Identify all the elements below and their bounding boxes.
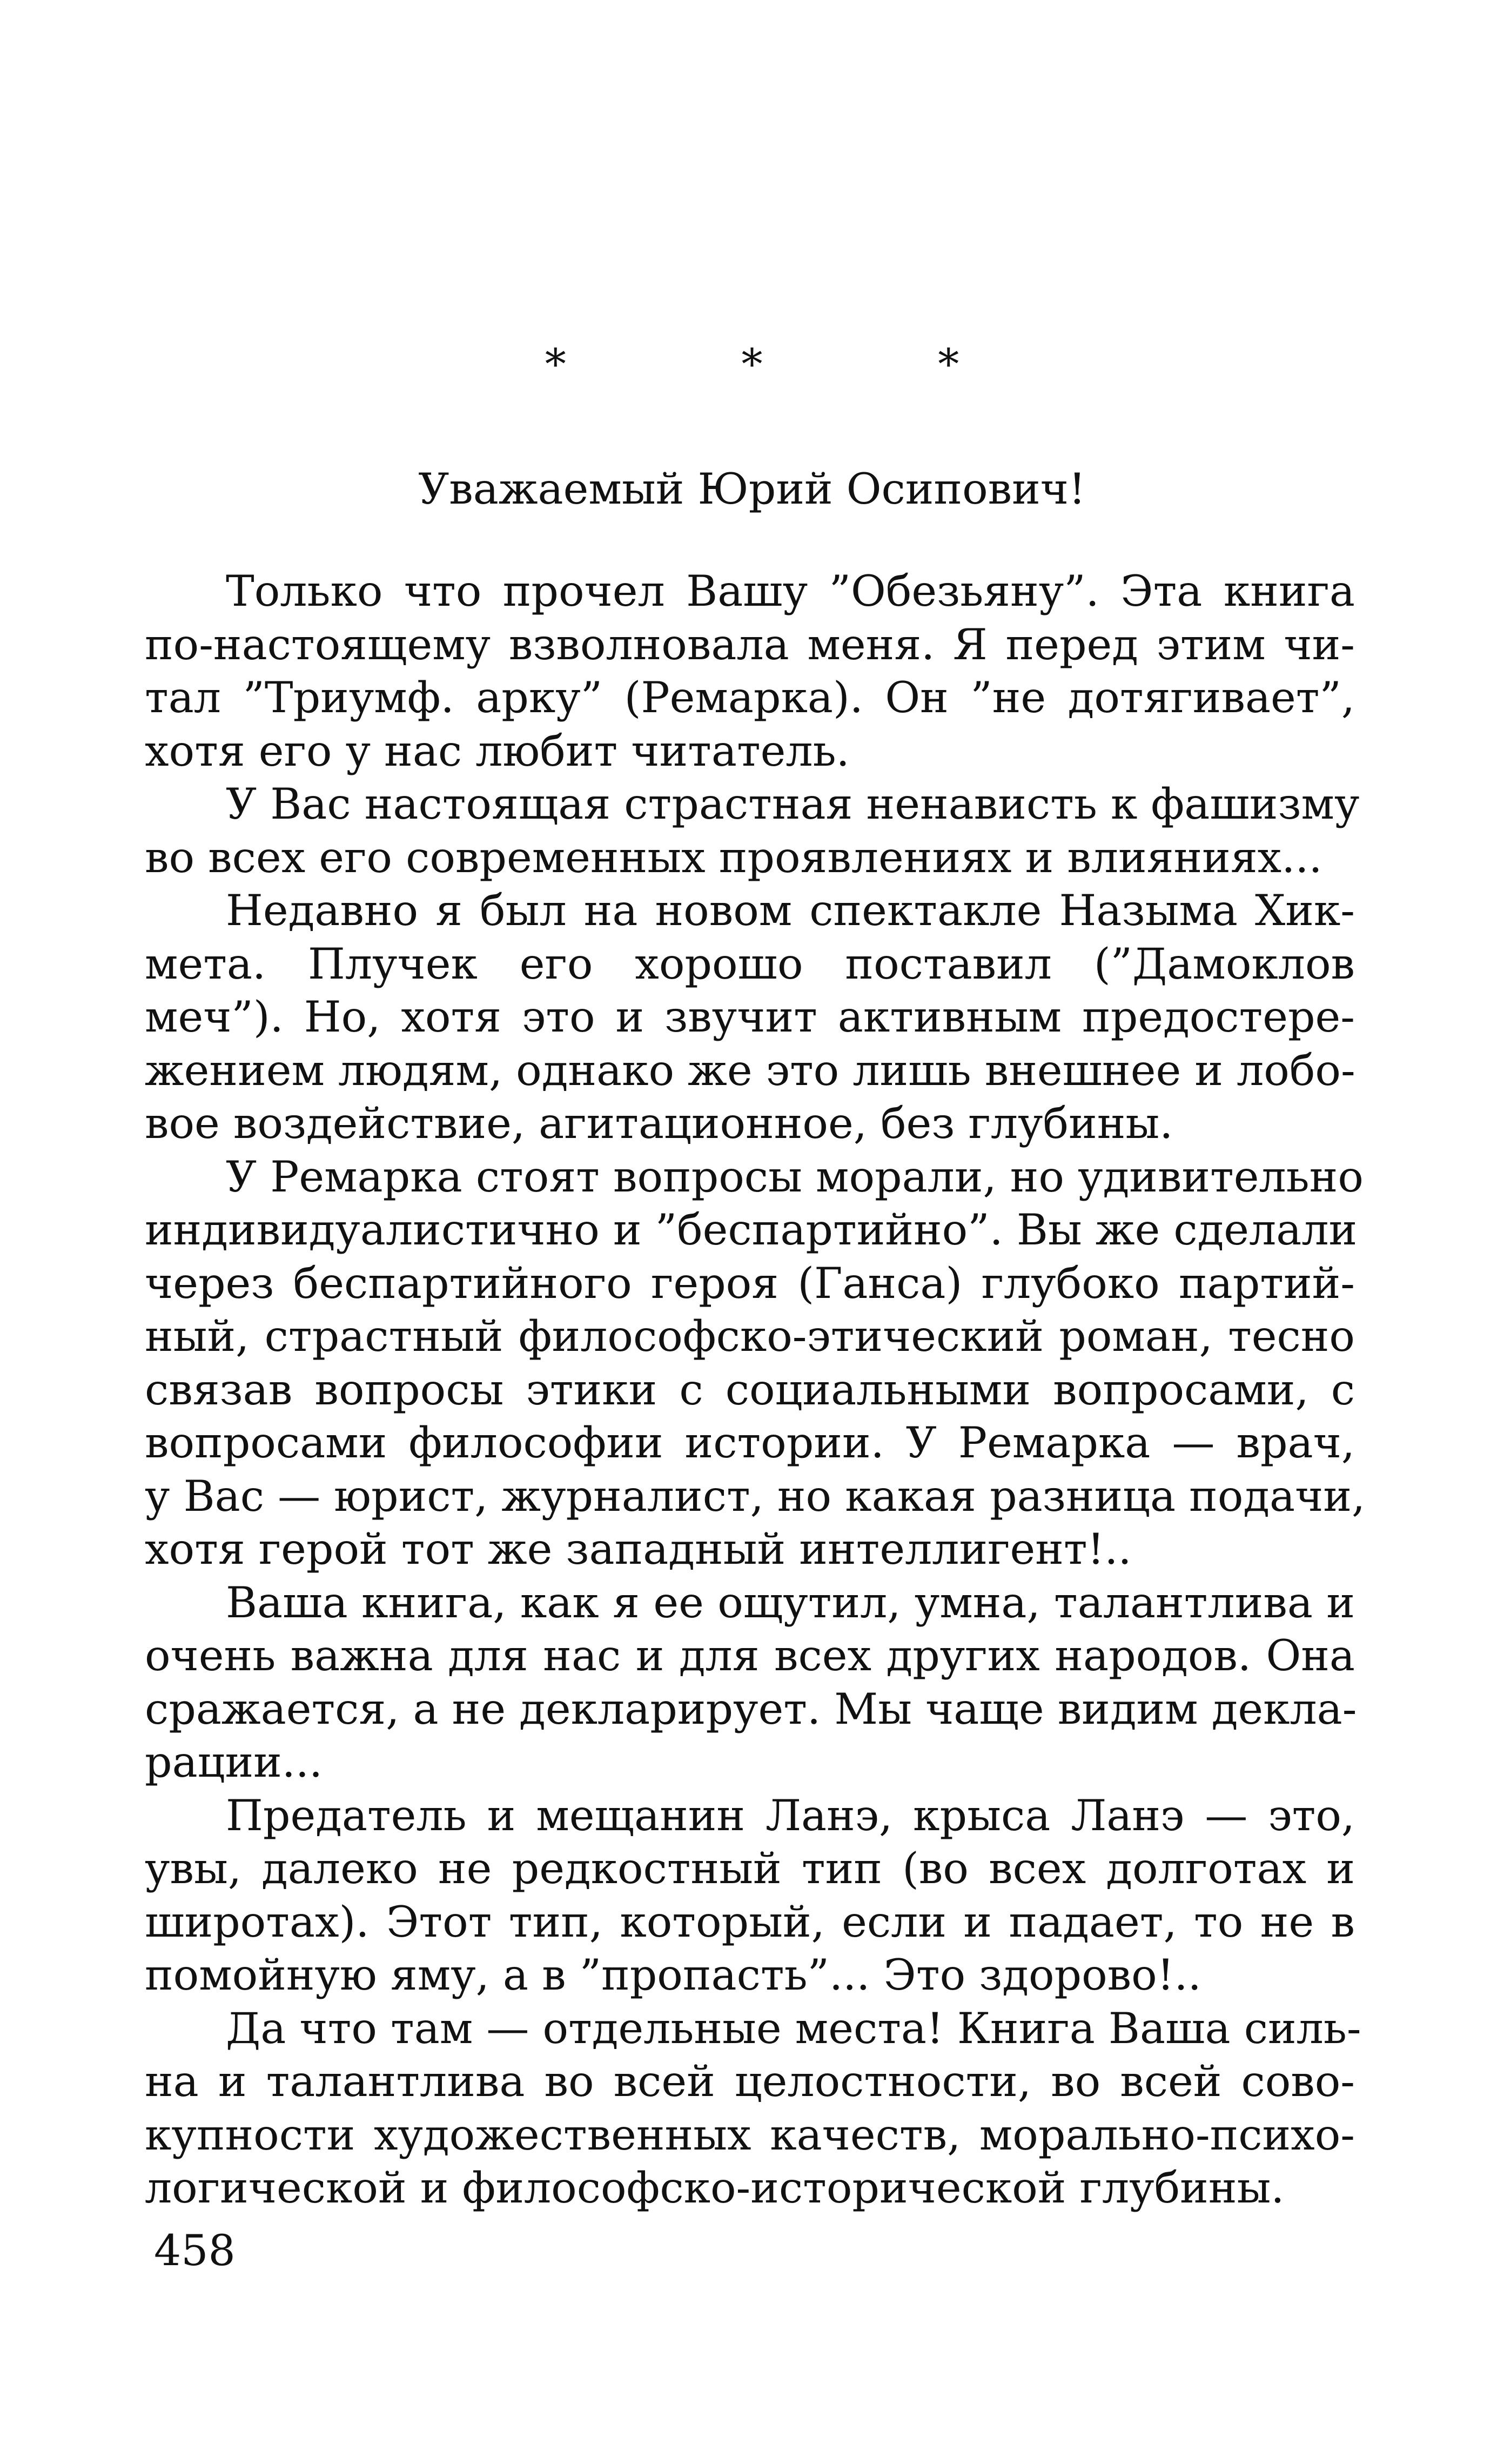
text-line: У Вас настоящая страстная ненависть к фашизму — [226, 779, 1360, 829]
text-line: на и талантлива во всей целостности, во всей сово- — [145, 2057, 1355, 2106]
text-line: Да что там — отдельные места! Книга Ваша силь- — [226, 2003, 1361, 2053]
text-line: увы, далеко не редкостный тип (во всех долготах и — [145, 1844, 1355, 1893]
text-line: очень важна для нас и для всех других народов. Она — [145, 1631, 1355, 1680]
paragraph — [145, 1150, 1366, 1576]
paragraph — [145, 565, 1355, 778]
letter-salutation: Уважаемый Юрий Осипович! — [418, 464, 1086, 514]
paragraph — [145, 1789, 1355, 2002]
text-line: вое воздействие, агитационное, без глубины. — [145, 1099, 1173, 1148]
text-line: логической и философско-исторической глубины. — [145, 2163, 1285, 2213]
text-line: связав вопросы этики с социальными вопросами, с — [145, 1364, 1355, 1415]
text-line: рации... — [145, 1737, 323, 1787]
text-line: хотя его у нас любит читатель. — [145, 726, 850, 776]
paragraph — [145, 778, 1360, 884]
text-line: по-настоящему взволновала меня. Я перед этим чи- — [145, 619, 1355, 669]
text-line: помойную яму, а в ”пропасть”... Это здорово!.. — [145, 1950, 1201, 2000]
text-line: купности художественных качеств, морально-психо- — [145, 2110, 1355, 2160]
text-line: у Вас — юрист, журналист, но какая разница подачи, — [145, 1471, 1366, 1521]
text-line: Ваша книга, как я ее ощутил, умна, талантлива и — [226, 1577, 1355, 1628]
text-line: У Ремарка стоят вопросы морали, но удивительно — [226, 1151, 1364, 1202]
paragraph — [145, 2002, 1361, 2215]
section-separator: * * * — [545, 340, 1040, 389]
text-line: через беспартийного героя (Ганса) глубоко партий- — [145, 1258, 1355, 1308]
text-line: сражается, а не декларирует. Мы чаще видим декла- — [145, 1684, 1357, 1734]
text-line: ный, страстный философско-этический роман, тесно — [145, 1311, 1355, 1361]
text-line: хотя герой тот же западный интеллигент!.. — [145, 1524, 1132, 1574]
text-line: Недавно я был на новом спектакле Назыма Хик- — [226, 886, 1355, 935]
text-line: широтах). Этот тип, который, если и падает, то не в — [145, 1897, 1355, 1947]
page-number: 458 — [154, 2226, 236, 2275]
text-line: Только что прочел Вашу ”Обезьяну”. Эта книга — [226, 566, 1355, 616]
paragraph — [145, 884, 1355, 1150]
text-line: тал ”Триумф. арку” (Ремарка). Он ”не дотягивает”, — [145, 673, 1355, 722]
text-line: жением людям, однако же это лишь внешнее и лобо- — [145, 1045, 1355, 1095]
text-line: мета. Плучек его хорошо поставил (”Дамоклов — [145, 939, 1355, 989]
text-line: вопросами философии истории. У Ремарка — врач, — [145, 1418, 1355, 1468]
text-line: во всех его современных проявлениях и влияниях... — [145, 832, 1322, 882]
letter-body — [145, 565, 1366, 2215]
paragraph — [145, 1576, 1355, 1789]
text-line: меч”). Но, хотя это и звучит активным предостере- — [145, 992, 1355, 1042]
text-line: Предатель и мещанин Ланэ, крыса Ланэ — это, — [226, 1790, 1355, 1840]
text-line: индивидуалистично и ”беспартийно”. Вы же сделали — [145, 1205, 1358, 1255]
